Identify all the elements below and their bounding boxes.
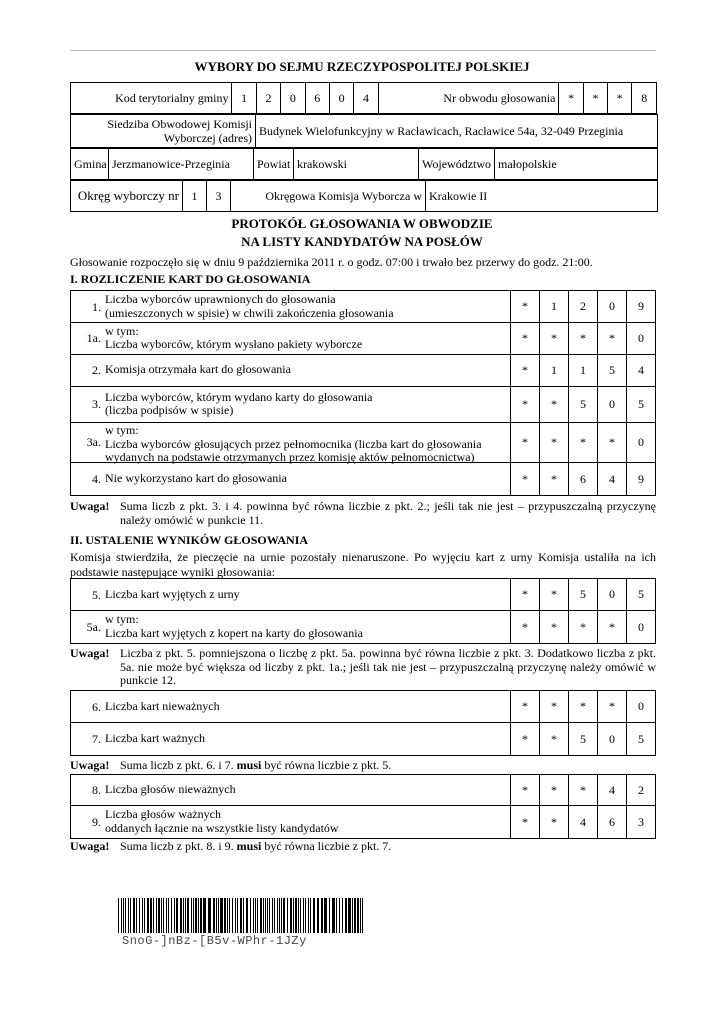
- digit-cell: 5: [626, 387, 655, 422]
- digit-cells: [510, 723, 655, 755]
- barcode-bar: [121, 898, 122, 933]
- barcode-bar: [240, 898, 242, 933]
- digit-cell: 0: [626, 423, 655, 462]
- barcode-bar: [348, 898, 351, 933]
- digit-cell: *: [568, 611, 597, 643]
- barcode-bar: [229, 898, 230, 933]
- barcode-bar: [287, 898, 288, 933]
- uwaga-label: Uwaga!: [70, 499, 110, 513]
- barcode-bar: [218, 898, 219, 933]
- barcode-bar: [332, 898, 335, 933]
- digit-cell: *: [510, 691, 539, 722]
- uwaga-label: Uwaga!: [70, 646, 110, 660]
- barcode-bar: [263, 898, 264, 933]
- table-row: [70, 690, 656, 723]
- digit-cell: 4: [597, 775, 626, 805]
- barcode-bar: [213, 898, 215, 933]
- barcode-bar: [187, 898, 189, 933]
- kod-digit: 0: [281, 83, 305, 114]
- barcode-bar: [158, 898, 160, 933]
- barcode-bar: [295, 898, 297, 933]
- barcode-bar: [362, 898, 363, 933]
- digit-cell: *: [597, 611, 626, 643]
- digit-cell: *: [568, 691, 597, 722]
- digit-cell: *: [568, 323, 597, 354]
- table-row: [70, 611, 656, 644]
- table-row: [70, 387, 656, 423]
- okreg-label: Okręg wyborczy nr: [71, 181, 183, 212]
- digit-cell: 5: [597, 355, 626, 386]
- table-row: [70, 290, 656, 323]
- table-row: [70, 723, 656, 756]
- barcode-bar: [128, 898, 129, 933]
- barcode-bar: [290, 898, 292, 933]
- digit-cells: [510, 775, 655, 805]
- barcode-bar: [174, 898, 175, 933]
- digit-cell: *: [510, 355, 539, 386]
- digit-cell: *: [510, 723, 539, 755]
- row-label-line: w tym:: [105, 612, 139, 626]
- header-title: WYBORY DO SEJMU RZECZYPOSPOLITEJ POLSKIEJ: [194, 59, 530, 74]
- uwaga-note: [70, 840, 656, 854]
- siedziba-value: Budynek Wielofunkcyjny w Racławicach, Racławice 54a, 32-049 Przeginia: [256, 115, 658, 148]
- table-row: [70, 774, 656, 806]
- digit-cell: 0: [597, 291, 626, 322]
- top-rule: [70, 50, 656, 51]
- barcode-bar: [342, 898, 343, 933]
- barcode-bar: [198, 898, 199, 933]
- barcode-bar: [321, 898, 323, 933]
- barcode-bar: [208, 898, 211, 933]
- barcode-bar: [125, 898, 126, 933]
- digit-cell: *: [597, 323, 626, 354]
- barcode-bar: [352, 898, 353, 933]
- digit-cells: [510, 691, 655, 722]
- uwaga-label: Uwaga!: [70, 839, 110, 853]
- barcode-bar: [345, 898, 347, 933]
- row-number: 4.: [92, 471, 101, 486]
- digit-cell: *: [568, 423, 597, 462]
- uwaga-label: Uwaga!: [70, 758, 110, 772]
- table-row: [70, 578, 656, 611]
- barcode-bar: [227, 898, 228, 933]
- digit-cells: [510, 387, 655, 422]
- barcode-bar: [260, 898, 262, 933]
- row-number: 7.: [92, 731, 101, 746]
- row-label: [105, 472, 485, 486]
- digit-cells: [510, 323, 655, 354]
- row-number: 6.: [92, 699, 101, 714]
- barcode-bar: [300, 898, 301, 933]
- barcode-bar: [203, 898, 206, 933]
- digit-cell: 0: [626, 323, 655, 354]
- digit-cell: *: [539, 691, 568, 722]
- barcode-bar: [269, 898, 270, 933]
- barcode-bar: [232, 898, 233, 933]
- digit-cell: 4: [626, 355, 655, 386]
- uwaga-text-part: być równa liczbie z pkt. 5.: [261, 758, 392, 772]
- row-label-line: Liczba kart ważnych: [105, 730, 205, 745]
- digit-cell: *: [568, 775, 597, 805]
- barcode-bar: [193, 898, 194, 933]
- row-label-line: Liczba głosów ważnych: [105, 807, 221, 821]
- barcode-bar: [272, 898, 273, 933]
- okreg-digit: 3: [207, 181, 231, 212]
- row-label-line: Liczba kart wyjętych z urny: [105, 586, 240, 601]
- row-label-line: Liczba kart nieważnych: [105, 698, 220, 713]
- digit-cell: *: [510, 291, 539, 322]
- digit-cell: 5: [568, 579, 597, 610]
- barcode-bar: [257, 898, 258, 933]
- okregowa-value: Krakowie II: [426, 181, 658, 212]
- barcode-bar: [216, 898, 217, 933]
- row-number: 2.: [92, 363, 101, 377]
- row-number: 5.: [92, 587, 101, 602]
- digit-cell: 0: [597, 723, 626, 755]
- digit-cell: 1: [539, 291, 568, 322]
- table-row: [70, 463, 656, 496]
- digit-cell: *: [510, 387, 539, 422]
- powiat-value: krakowski: [294, 149, 419, 180]
- digit-cells: [510, 611, 655, 643]
- uwaga-text-part: Suma liczb z pkt. 6. i 7.: [120, 758, 237, 772]
- barcode-bar: [142, 898, 143, 933]
- digit-cell: 2: [568, 291, 597, 322]
- row-label-line: Liczba wyborców, którym wydano karty do głosowania: [105, 389, 373, 404]
- barcode-bar: [313, 898, 315, 933]
- barcode-bar: [265, 898, 266, 933]
- row-label: [105, 363, 485, 377]
- digit-cell: 5: [626, 579, 655, 610]
- row-label: [105, 700, 485, 714]
- kod-digit: 1: [232, 83, 256, 114]
- barcode-bar: [354, 898, 356, 933]
- digit-cells: [510, 423, 655, 462]
- row-label: [105, 732, 485, 746]
- row-label-line: Liczba wyborców uprawnionych do głosowania: [105, 292, 336, 306]
- digit-cell: 0: [597, 579, 626, 610]
- row-label: [105, 588, 485, 602]
- row-label-line: Liczba wyborców głosujących przez pełnomocnika (liczba kart do głosowania: [105, 436, 482, 451]
- row-label: [105, 808, 485, 835]
- table-row: [70, 355, 656, 387]
- uwaga-note: [70, 500, 656, 527]
- row-label-line: (liczba podpisów w spisie): [105, 403, 234, 417]
- barcode-bar: [133, 898, 135, 933]
- barcode-bar: [308, 898, 309, 933]
- barcode-bar: [235, 898, 236, 933]
- barcode-bar: [168, 898, 169, 933]
- barcode-bar: [139, 898, 140, 933]
- barcode-bar: [267, 898, 268, 933]
- section2-intro: Komisja stwierdziła, że pieczęcie na urnie pozostały nienaruszone. Po wyjęciu kart z urny Komisja ustaliła na ich podstawie następujące wyniki głosowania:: [70, 550, 656, 579]
- barcode-bar: [166, 898, 167, 933]
- row-label-line: Liczba głosów nieważnych: [105, 782, 236, 797]
- barcode-bar: [185, 898, 186, 933]
- barcode-bar: [176, 898, 178, 933]
- siedziba-label-line: Wyborczej (adres): [163, 131, 252, 145]
- digit-cells: [510, 579, 655, 610]
- obwod-digit: 8: [632, 83, 657, 114]
- barcode-bar: [243, 898, 244, 933]
- digit-cell: 5: [568, 387, 597, 422]
- barcode-bar: [144, 898, 145, 933]
- kod-digit: 6: [305, 83, 329, 114]
- obwod-label: Nr obwodu głosowania: [378, 83, 559, 114]
- row-number: 9.: [92, 814, 101, 829]
- barcode-bar: [136, 898, 137, 933]
- digit-cell: *: [510, 323, 539, 354]
- barcode-bar: [171, 898, 172, 933]
- row-number: 1.: [92, 299, 101, 314]
- barcode-bar: [274, 898, 275, 933]
- barcode-text: SnoG-]nBz-[B5v-WPhr-1JZy: [122, 934, 307, 948]
- barcode-bar: [336, 898, 337, 933]
- row-label-line: oddanych łącznie na wszystkie listy kandydatów: [105, 820, 339, 835]
- kod-label: Kod terytorialny gminy: [71, 83, 232, 114]
- digit-cell: *: [539, 463, 568, 495]
- obwod-digit: *: [559, 83, 583, 114]
- barcode-bar: [360, 898, 361, 933]
- table-row: [70, 806, 656, 839]
- barcode-bar: [277, 898, 278, 933]
- digit-cell: *: [539, 323, 568, 354]
- kod-row: [70, 82, 657, 114]
- digit-cell: 5: [626, 723, 655, 755]
- location-row: [70, 148, 658, 180]
- barcode-bar: [279, 898, 280, 933]
- digit-cell: *: [510, 579, 539, 610]
- barcode-bar: [130, 898, 131, 933]
- row-label: [105, 783, 485, 797]
- digit-cell: 6: [568, 463, 597, 495]
- digit-cell: 0: [626, 691, 655, 722]
- digit-cell: 9: [626, 463, 655, 495]
- gmina-value: Jerzmanowice-Przeginia: [109, 149, 254, 180]
- digit-cell: *: [597, 691, 626, 722]
- barcode-bar: [191, 898, 192, 933]
- barcode-bar: [329, 898, 330, 933]
- row-label: [105, 391, 485, 418]
- row-label-line: Liczba wyborców, którym wysłano pakiety wyborcze: [105, 337, 363, 351]
- uwaga-text: Liczba z pkt. 5. pomniejszona o liczbę z pkt. 5a. powinna być równa liczbie z pkt. 3. Dodatkowo liczba z pkt. 5a. nie może być większa od liczby z pkt. 1a.; jeśli tak nie jest – przypuszczalną przyczynę należy omówić w punkcie 12.: [120, 646, 656, 687]
- digit-cells: [510, 806, 655, 838]
- row-label-line: Nie wykorzystano kart do głosowania: [105, 470, 287, 485]
- row-number: 3a.: [86, 435, 101, 449]
- digit-cell: *: [539, 387, 568, 422]
- protokol-subtitle: NA LISTY KANDYDATÓW NA POSŁÓW: [241, 234, 483, 249]
- row-label-line: w tym:: [105, 323, 139, 338]
- barcode-bar: [118, 898, 119, 933]
- row-label-line: Komisja otrzymała kart do głosowania: [105, 362, 291, 377]
- row-label-line: Liczba kart wyjętych z kopert na karty do głosowania: [105, 625, 363, 640]
- digit-cell: 1: [539, 355, 568, 386]
- digit-cell: 0: [626, 611, 655, 643]
- table-row: [70, 323, 656, 355]
- row-label: [105, 613, 485, 640]
- row-label: [105, 325, 485, 352]
- barcode-bar: [224, 898, 226, 933]
- digit-cell: 2: [626, 775, 655, 805]
- wojewodztwo-label: Województwo: [419, 149, 495, 180]
- siedziba-label: [71, 115, 256, 148]
- uwaga-note: [70, 647, 656, 688]
- okregowa-label: Okręgowa Komisja Wyborcza w: [231, 181, 426, 212]
- digit-cell: *: [510, 423, 539, 462]
- digit-cells: [510, 355, 655, 386]
- barcode-bar: [147, 898, 149, 933]
- barcode-bar: [283, 898, 285, 933]
- barcode-bar: [298, 898, 299, 933]
- digit-cells: [510, 291, 655, 322]
- row-label: [105, 293, 485, 320]
- barcode-bar: [281, 898, 282, 933]
- barcode-bar: [246, 898, 248, 933]
- barcode-bar: [156, 898, 157, 933]
- barcode-bar: [305, 898, 306, 933]
- barcode: [118, 898, 368, 933]
- kod-digit: 0: [329, 83, 353, 114]
- row-number: 8.: [92, 783, 101, 797]
- row-number: 5a.: [86, 619, 101, 634]
- section1-title: I. ROZLICZENIE KART DO GŁOSOWANIA: [70, 272, 311, 286]
- digit-cell: *: [539, 775, 568, 805]
- uwaga-text: [120, 840, 656, 854]
- row-number: 1a.: [86, 331, 101, 345]
- table-row: [70, 423, 656, 463]
- kod-digit: 4: [354, 83, 378, 114]
- protokol-title: PROTOKÓŁ GŁOSOWANIA W OBWODZIE: [231, 216, 493, 231]
- digit-cell: *: [510, 775, 539, 805]
- barcode-bar: [310, 898, 311, 933]
- obwod-digit: *: [608, 83, 632, 114]
- digit-cell: 4: [597, 463, 626, 495]
- kod-digit: 2: [256, 83, 280, 114]
- uwaga-text-part: być równa liczbie z pkt. 7.: [261, 839, 392, 853]
- digit-cell: 1: [568, 355, 597, 386]
- barcode-bar: [339, 898, 340, 933]
- barcode-bar: [324, 898, 327, 933]
- barcode-bar: [293, 898, 294, 933]
- okreg-row: [70, 180, 658, 212]
- row-label: [105, 424, 505, 465]
- barcode-bar: [150, 898, 152, 933]
- powiat-label: Powiat: [254, 149, 294, 180]
- uwaga-text: [120, 759, 656, 773]
- barcode-bar: [200, 898, 202, 933]
- digit-cell: *: [539, 806, 568, 838]
- barcode-bar: [253, 898, 254, 933]
- digit-cell: *: [510, 463, 539, 495]
- uwaga-text-part: Suma liczb z pkt. 8. i 9.: [120, 839, 237, 853]
- uwaga-emphasis: musi: [236, 758, 262, 772]
- barcode-bar: [250, 898, 251, 933]
- barcode-bar: [163, 898, 164, 933]
- row-label-line: (umieszczonych w spisie) w chwili zakończenia głosowania: [105, 305, 394, 320]
- siedziba-row: [70, 114, 658, 148]
- barcode-bar: [357, 898, 359, 933]
- digit-cell: *: [510, 806, 539, 838]
- okreg-digit: 1: [183, 181, 207, 212]
- digit-cell: *: [539, 611, 568, 643]
- barcode-bar: [303, 898, 304, 933]
- digit-cell: 6: [597, 806, 626, 838]
- barcode-bar: [180, 898, 182, 933]
- digit-cell: 3: [626, 806, 655, 838]
- barcode-bar: [161, 898, 162, 933]
- voting-info: Głosowanie rozpoczęło się w dniu 9 października 2011 r. o godz. 07:00 i trwało bez przerwy do godz. 21:00.: [70, 255, 593, 269]
- digit-cell: *: [539, 579, 568, 610]
- barcode-bar: [183, 898, 184, 933]
- digit-cells: [510, 463, 655, 495]
- siedziba-label-line: Siedziba Obwodowej Komisji: [107, 117, 252, 131]
- digit-cell: *: [510, 611, 539, 643]
- digit-cell: 5: [568, 723, 597, 755]
- wojewodztwo-value: małopolskie: [495, 149, 658, 180]
- uwaga-text: Suma liczb z pkt. 3. i 4. powinna być równa liczbie z pkt. 2.; jeśli tak nie jest – przypuszczalną przyczynę należy omówić w punkcie 11.: [120, 499, 656, 527]
- digit-cell: *: [597, 423, 626, 462]
- obwod-digit: *: [583, 83, 607, 114]
- digit-cell: 9: [626, 291, 655, 322]
- digit-cell: *: [539, 723, 568, 755]
- barcode-bar: [237, 898, 238, 933]
- digit-cell: 4: [568, 806, 597, 838]
- barcode-bar: [220, 898, 223, 933]
- barcode-bar: [123, 898, 124, 933]
- section2-title: II. USTALENIE WYNIKÓW GŁOSOWANIA: [70, 533, 309, 547]
- digit-cell: 0: [597, 387, 626, 422]
- barcode-bar: [153, 898, 154, 933]
- uwaga-note: [70, 759, 656, 773]
- barcode-bar: [317, 898, 319, 933]
- gmina-label: Gmina: [71, 149, 109, 180]
- uwaga-emphasis: musi: [236, 839, 262, 853]
- row-number: 3.: [92, 397, 101, 411]
- barcode-bar: [255, 898, 256, 933]
- barcode-bar: [195, 898, 197, 933]
- row-label-line: wydanych na podstawie otrzymanych przez komisję aktów pełnomocnictwa): [105, 450, 475, 464]
- row-label-line: w tym:: [105, 423, 139, 437]
- digit-cell: *: [539, 423, 568, 462]
